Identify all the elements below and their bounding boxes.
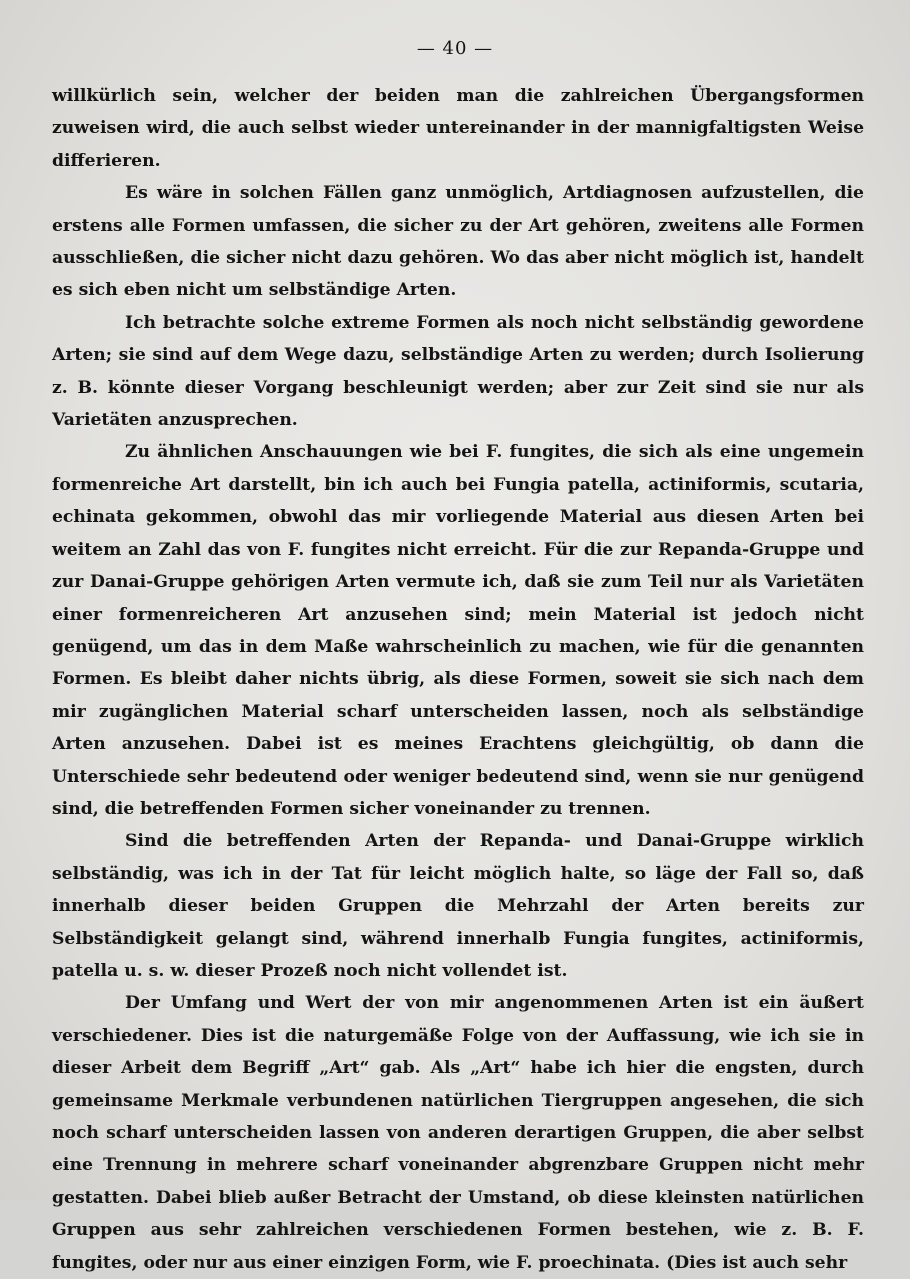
paragraph-5: Sind die betreffenden Arten der Repanda- und Danai-Gruppe wirklich selbständig, was ich in der Tat für leicht möglich halte, so läge der Fall so, daß innerhalb dieser beiden Gruppen die Mehrzahl der Arten bereits zur Selbständigkeit gelangt sind, während innerhalb Fungia fungites, actiniformis, patella u. s. w. dieser Prozeß noch nicht vollendet ist. [52,831,864,981]
body-text [52,80,864,1279]
paragraph-2: Es wäre in solchen Fällen ganz unmöglich, Artdiagnosen aufzustellen, die erstens alle Formen umfassen, die sicher zu der Art gehören, zweitens alle Formen ausschließen, die sicher nicht dazu gehören. Wo das aber nicht möglich ist, handelt es sich eben nicht um selbständige Arten. [52,183,864,301]
paragraph-6: Der Umfang und Wert der von mir angenommenen Arten ist ein äußert verschiedener. Dies ist die naturgemäße Folge von der Auffassung, wie ich sie in dieser Arbeit dem Begriff „Art“ gab. Als „Art“ habe ich hier die engsten, durch gemeinsame Merkmale verbundenen natürlichen Tiergruppen angesehen, die sich noch scharf unterscheiden lassen von anderen derartigen Gruppen, die aber selbst eine Trennung in mehrere scharf voneinander abgrenzbare Gruppen nicht mehr gestatten. Dabei blieb außer Betracht der Umstand, ob diese kleinsten natürlichen Gruppen aus sehr zahlreichen verschiedenen Formen bestehen, wie z. B. F. fungites, oder nur aus einer einzigen Form, wie F. proechinata. (Dies ist auch sehr [52,993,864,1273]
paragraph-3: Ich betrachte solche extreme Formen als noch nicht selbständig gewordene Arten; sie sind auf dem Wege dazu, selbständige Arten zu werden; durch Isolierung z. B. könnte dieser Vorgang beschleunigt werden; aber zur Zeit sind sie nur als Varietäten anzusprechen. [52,312,864,431]
paragraph-1: willkürlich sein, welcher der beiden man die zahlreichen Übergangsformen zuweisen wird, die auch selbst wieder untereinander in der mannigfaltigsten Weise differieren. [52,86,864,171]
page-number: — 40 — [416,38,494,59]
paragraph-4: Zu ähnlichen Anschauungen wie bei F. fungites, die sich als eine ungemein formenreiche Art darstellt, bin ich auch bei Fungia patella, actiniformis, scutaria, echinata gekommen, obwohl das mir vorliegende Material aus diesen Arten bei weitem an Zahl das von F. fungites nicht erreicht. Für die zur Repanda-Gruppe und zur Danai-Gruppe gehörigen Arten vermute ich, daß sie zum Teil nur als Varietäten einer formenreicheren Art anzusehen sind; mein Material ist jedoch nicht genügend, um das in dem Maße wahrscheinlich zu machen, wie für die genannten Formen. Es bleibt daher nichts übrig, als diese Formen, soweit sie sich nach dem mir zugänglichen Material scharf unterscheiden lassen, noch als selbständige Arten anzusehen. Dabei ist es meines Erachtens gleichgültig, ob dann die Unterschiede sehr bedeutend oder weniger bedeutend sind, wenn sie nur genügend sind, die betreffenden Formen sicher voneinander zu trennen. [52,442,864,819]
